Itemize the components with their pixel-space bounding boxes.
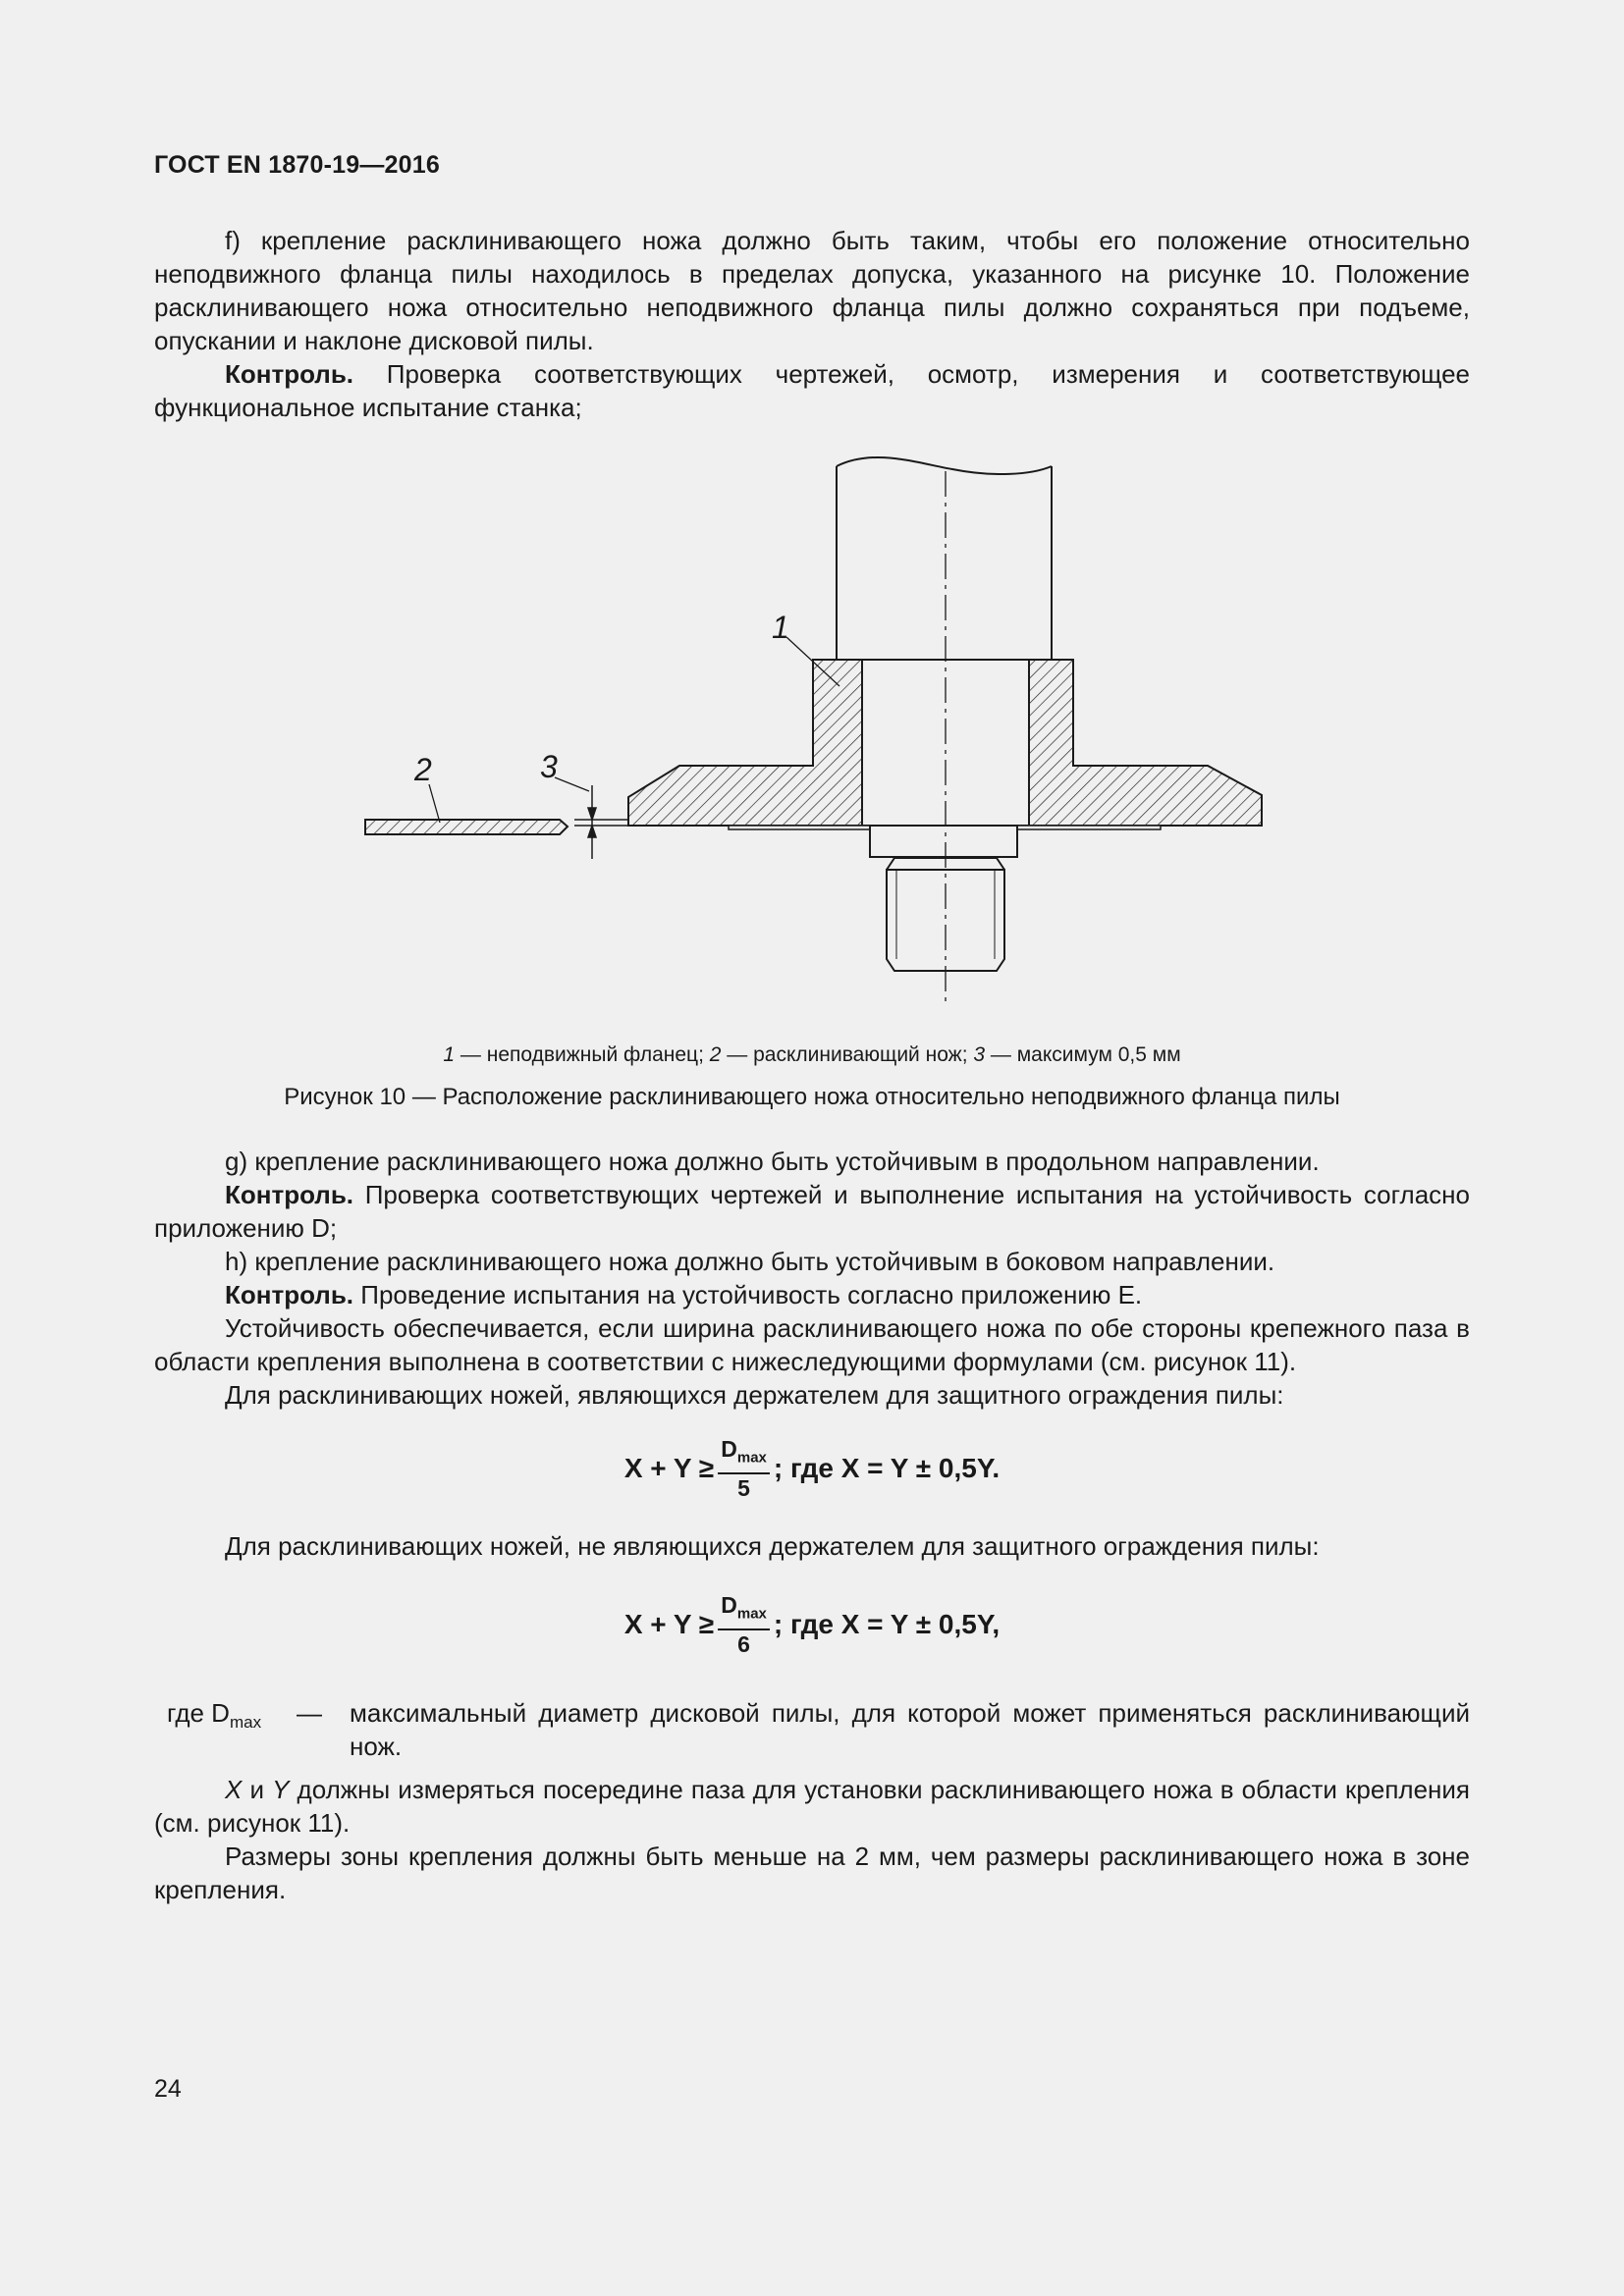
flange-right-section: [1029, 660, 1262, 826]
where-dash: —: [297, 1698, 322, 1728]
callout-1: 1: [772, 610, 789, 645]
formula-rhs: ; где X = Y ± 0,5Y,: [773, 1608, 1001, 1639]
control-f: [154, 357, 1470, 424]
shaft: [837, 457, 1052, 660]
where-label: где $D_{max}$: [167, 1698, 262, 1733]
figure-legend: 1 — неподвижный фланец; 2 — расклинивающий нож; 3 — максимум 0,5 мм: [443, 1043, 1181, 1066]
paragraph-dims: Размеры зоны крепления должны быть меньше на 2 мм, чем размеры расклинивающего ножа в зоне крепления.: [154, 1842, 1470, 1904]
control-text: Проверка соответствующих чертежей, осмотр, измерения и соответствующее функциональное испытание станка;: [154, 359, 1470, 422]
formula-fraction: $\frac{D_{max}}{6}$: [718, 1591, 770, 1658]
dimension-3: [574, 785, 628, 859]
section-f: [154, 224, 1470, 424]
paragraph-stability: Устойчивость обеспечивается, если ширина расклинивающего ножа по обе стороны крепежного паза в области крепления выполнена в соответствии с нижеследующими формулами (см. рисунок 11).: [154, 1313, 1470, 1376]
section-g-h: [154, 1145, 1470, 1412]
paragraph-not-holder: Для расклинивающих ножей, не являющихся держателем для защитного ограждения пилы:: [225, 1531, 1320, 1561]
riving-knife-section: [365, 820, 568, 834]
control-text: Проведение испытания на устойчивость согласно приложению E.: [353, 1280, 1143, 1309]
paragraph-h: h) крепление расклинивающего ножа должно быть устойчивым в боковом направлении.: [225, 1247, 1275, 1276]
formula-lhs: X + Y ≥: [623, 1608, 715, 1639]
flange-riving-knife-drawing: [353, 442, 1286, 1021]
callout-3: 3: [540, 749, 558, 784]
paragraph-g: g) крепление расклинивающего ножа должно быть устойчивым в продольном направлении.: [225, 1147, 1320, 1176]
formula-fraction: $\frac{D_{max}}{5}$: [718, 1435, 770, 1502]
page-number: 24: [154, 2075, 182, 2103]
flange-left-section: [628, 660, 862, 826]
figure-caption: Рисунок 10 — Расположение расклинивающего ножа относительно неподвижного фланца пилы: [284, 1084, 1340, 1110]
control-text: Проверка соответствующих чертежей и выполнение испытания на устойчивость согласно приложению D;: [154, 1180, 1470, 1243]
formula-holder: [0, 1435, 1624, 1502]
paragraph-f: f) крепление расклинивающего ножа должно быть таким, чтобы его положение относительно неподвижного фланца пилы находилось в пределах допуска, указанного на рисунке 10. Положение расклинивающего ножа относительно неподвижного фланца пилы должно сохраняться при подъеме, опускании и наклоне дисковой пилы.: [154, 226, 1470, 355]
control-label: Контроль.: [225, 359, 354, 389]
control-label: Контроль.: [225, 1280, 354, 1309]
section-closing: [154, 1773, 1470, 1906]
control-g: [154, 1178, 1470, 1245]
document-header: ГОСТ EN 1870-19—2016: [154, 151, 440, 179]
formula-rhs: ; где X = Y ± 0,5Y.: [773, 1452, 1001, 1483]
where-text: максимальный диаметр дисковой пилы, для которой может применяться расклинивающий нож.: [350, 1698, 1470, 1761]
control-h: [154, 1278, 1470, 1311]
callout-2: 2: [414, 752, 432, 787]
paragraph-holder: Для расклинивающих ножей, являющихся держателем для защитного ограждения пилы:: [225, 1380, 1284, 1410]
figure-10: [353, 442, 1286, 1021]
formula-not-holder: [0, 1591, 1624, 1658]
paragraph-xy: X и Y должны измеряться посередине паза для установки расклинивающего ножа в области крепления (см. рисунок 11).: [154, 1775, 1470, 1838]
section-not-holder: [154, 1529, 1470, 1563]
control-label: Контроль.: [225, 1180, 354, 1209]
formula-lhs: X + Y ≥: [623, 1452, 715, 1483]
collar: [870, 826, 1017, 857]
